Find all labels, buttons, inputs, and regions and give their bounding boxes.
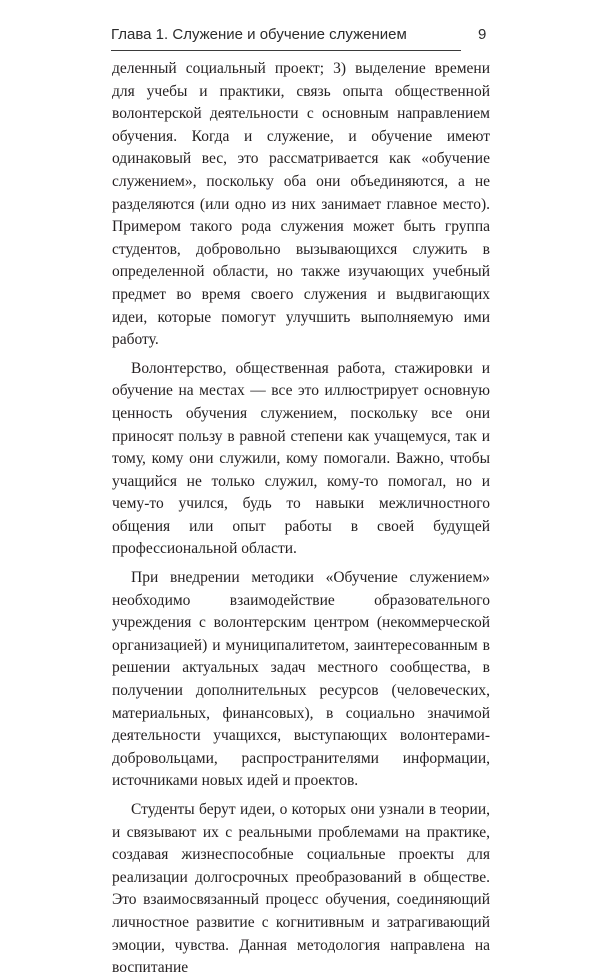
body-text [112, 58, 490, 980]
paragraph: Волонтерство, общественная работа, стажировки и обучение на местах — все это иллюстрирует основную ценность обучения служением, поскольку все они приносят пользу в равной степени как учащемуся, так и тому, кому они служили, кому помогали. Важно, чтобы учащийся не только служил, кому-то помогал, но и чему-то учился, будь то навыки межличностного общения или опыт работы в своей будущей профессиональной области. [112, 359, 490, 558]
paragraph: Студенты берут идеи, о которых они узнали в теории, и связывают их с реальными проблемами на практике, создавая жизнеспособные социальные проекты для реализации долгосрочных преобразований в обществе. Это взаимосвязанный процесс обучения, соединяющий личностное развитие с когнитивным и затрагивающий эмоции, чувства. Данная методология направлена на воспитание [112, 801, 490, 977]
paragraph: При внедрении методики «Обучение служением» необходимо взаимодействие образовательного учреждения с волонтерским центром (некоммерческой организацией) и муниципалитетом, заинтересованным в решении актуальных задач местного сообщества, в получении дополнительных ресурсов (человеческих, материальных, финансовых), в социально значимой деятельности учащихся, выступающих волонтерами-добровольцами, распространителями информации, источниками новых идей и проектов. [112, 569, 490, 790]
header-rule [111, 50, 461, 51]
chapter-running-header: Глава 1. Служение и обучение служением [111, 26, 407, 43]
page-number: 9 [478, 26, 487, 43]
paragraph-continued: деленный социальный проект; 3) выделение времени для учебы и практики, связь опыта общественной волонтерской деятельности с основным направлением обучения. Когда и служение, и обучение имеют одинаковый вес, это рассматривается как «обучение служением», поскольку оба они объединяются, а не разделяются (или одно из них занимает главное место). Примером такого рода служения может быть группа студентов, добровольно вызывающихся служить в определенной области, но также изучающих учебный предмет во время своего служения и выдвигающих идеи, которые помогут улучшить выполняемую ими работу. [112, 60, 490, 349]
